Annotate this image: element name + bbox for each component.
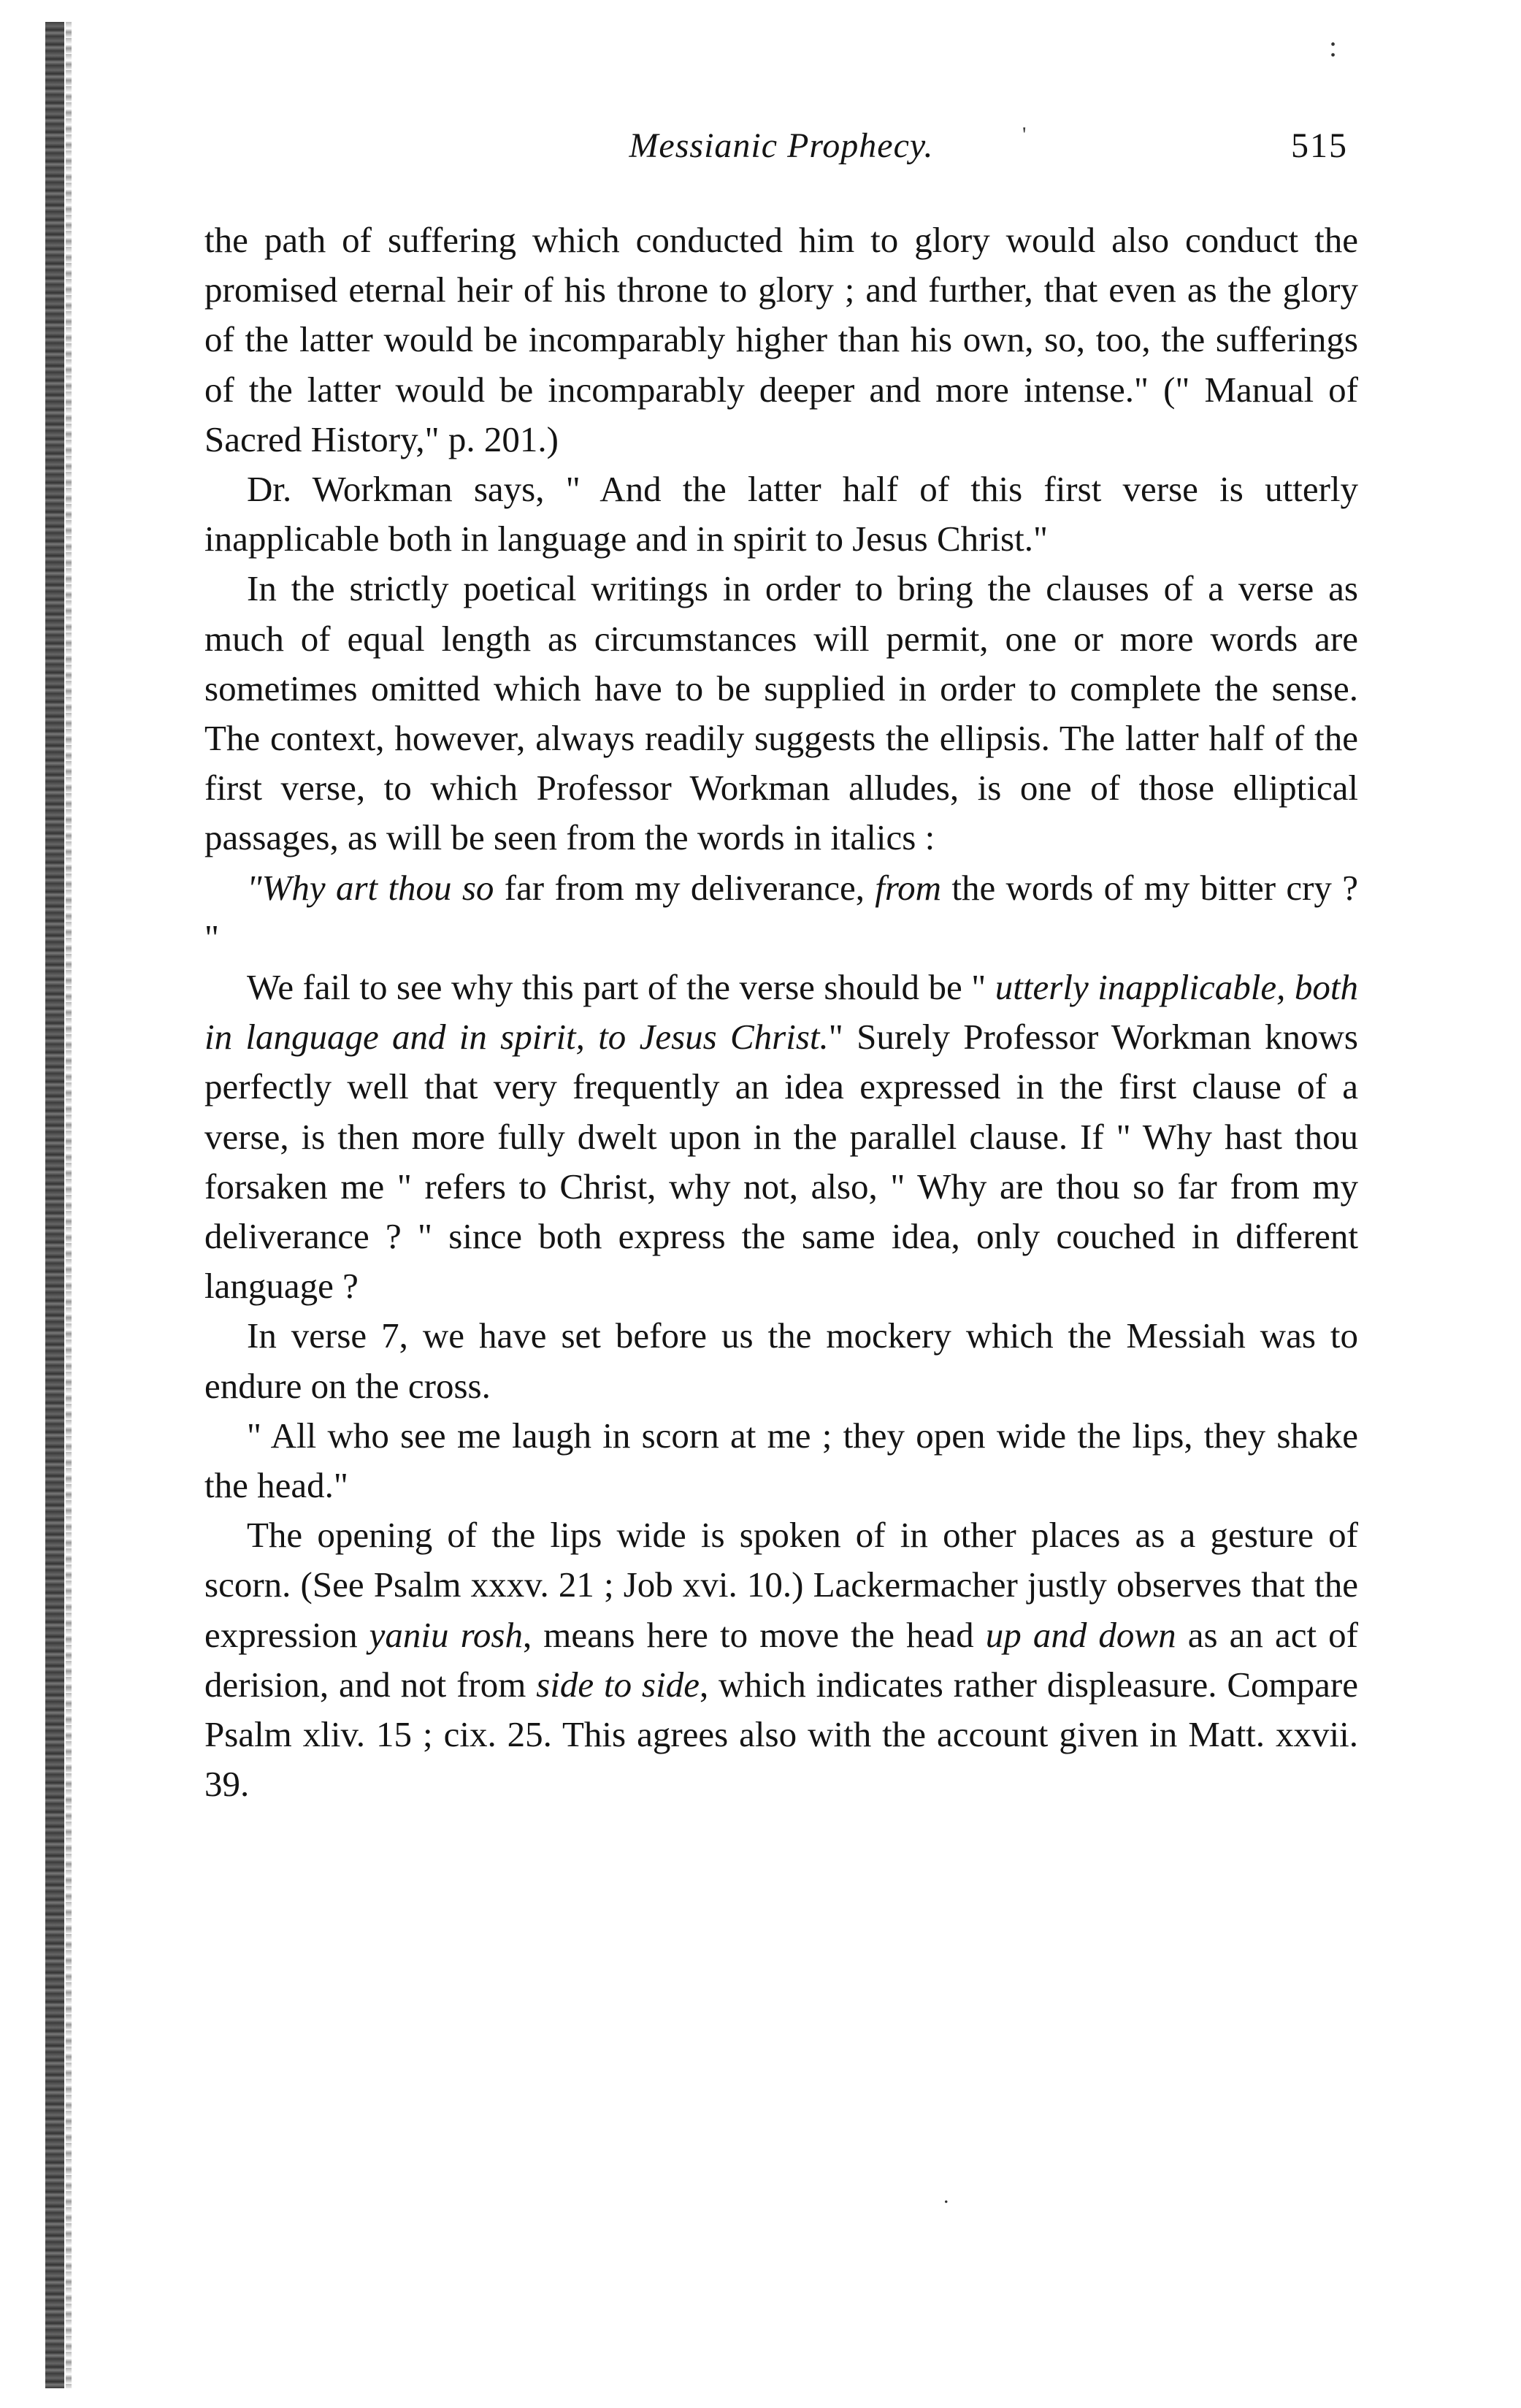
running-head-title: Messianic Prophecy. — [629, 126, 934, 165]
stray-mark-top-right: : — [1329, 30, 1338, 63]
text-run: , which indicates rather displeasure. Compare Psalm xliv. 15 ; cix. 25. This agrees also with the account given in Matt. xxvii. 39. — [204, 1664, 1358, 1805]
italic-run: up and down — [985, 1614, 1176, 1655]
page-number: 515 — [1291, 126, 1348, 165]
text-run: Dr. Workman says, " And the latter half of this first verse is utterly inapplicable both in language and in spirit to Jesus Christ." — [204, 469, 1358, 559]
text-run: " All who see me laugh in scorn at me ; they open wide the lips, they shake the head." — [204, 1415, 1358, 1506]
stray-mark-bottom-mid: . — [943, 2184, 949, 2208]
italic-run: side to side — [536, 1664, 700, 1705]
paragraph-psalm-quote — [204, 863, 1358, 963]
text-run: We fail to see why this part of the verse should be " — [247, 967, 995, 1008]
italic-run: yaniu rosh — [369, 1614, 523, 1655]
text-run: , means here to move the head — [522, 1614, 986, 1655]
text-run: In the strictly poetical writings in order to bring the clauses of a verse as much of equal length as circumstances will permit, one or more words are sometimes omitted which have to be supplied in order to complete the sense. The context, however, always readily suggests the ellipsis. The latter half of the first verse, to which Professor Workman alludes, is one of those elliptical passages, as will be seen from the words in italics : — [204, 568, 1358, 858]
paragraph-rebuttal — [204, 963, 1358, 1311]
text-run: The opening of the lips wide is spoken of in other places as a gesture of scorn. (See Psalm xxxv. 21 ; Job xvi. 10.) Lackermacher justly observes that the expression — [204, 1515, 1358, 1655]
text-run: as an act of derision, and not from — [204, 1614, 1358, 1705]
book-spine-shadow — [45, 22, 64, 2388]
italic-run: utterly inapplicable, both in language and in spirit, to Jesus Christ. — [204, 967, 1359, 1058]
paragraph-gesture-of-scorn — [204, 1510, 1358, 1809]
body-text — [204, 215, 1358, 1810]
running-head — [204, 126, 1358, 177]
stray-mark-top-mid: ' — [1022, 123, 1027, 147]
italic-run: from — [875, 867, 942, 908]
text-run: In verse 7, we have set before us the mockery which the Messiah was to endure on the cross. — [204, 1315, 1358, 1406]
text-run: far from my deliverance, — [494, 867, 876, 908]
paragraph-poetical-writings — [204, 564, 1358, 863]
paragraph-verse-seven — [204, 1311, 1358, 1410]
text-run: " Surely Professor Workman knows perfectly well that very frequently an idea expressed in the first clause of a verse, is then more fully dwelt upon in the parallel clause. If " Why hast thou forsaken me " refers to Christ, why not, also, " Why are thou so far from my deliverance ? " since both express the same idea, only couched in different language ? — [204, 1017, 1358, 1307]
paragraph-workman-quote — [204, 465, 1358, 564]
italic-run: " — [247, 867, 262, 908]
text-run: the path of suffering which conducted him to glory would also conduct the promised eternal heir of his throne to glory ; and further, that even as the glory of the latter would be incomparably higher than his own, so, too, the sufferings of the latter would be incomparably deeper and more intense." (" Manual of Sacred History," p. 201.) — [204, 220, 1358, 459]
text-run: the words of my bitter cry ? " — [204, 867, 1358, 958]
paragraph-continuation — [204, 215, 1358, 465]
italic-run: Why art thou so — [261, 867, 494, 908]
page-gutter-edge — [66, 22, 72, 2388]
paragraph-mockery-quote — [204, 1411, 1358, 1510]
